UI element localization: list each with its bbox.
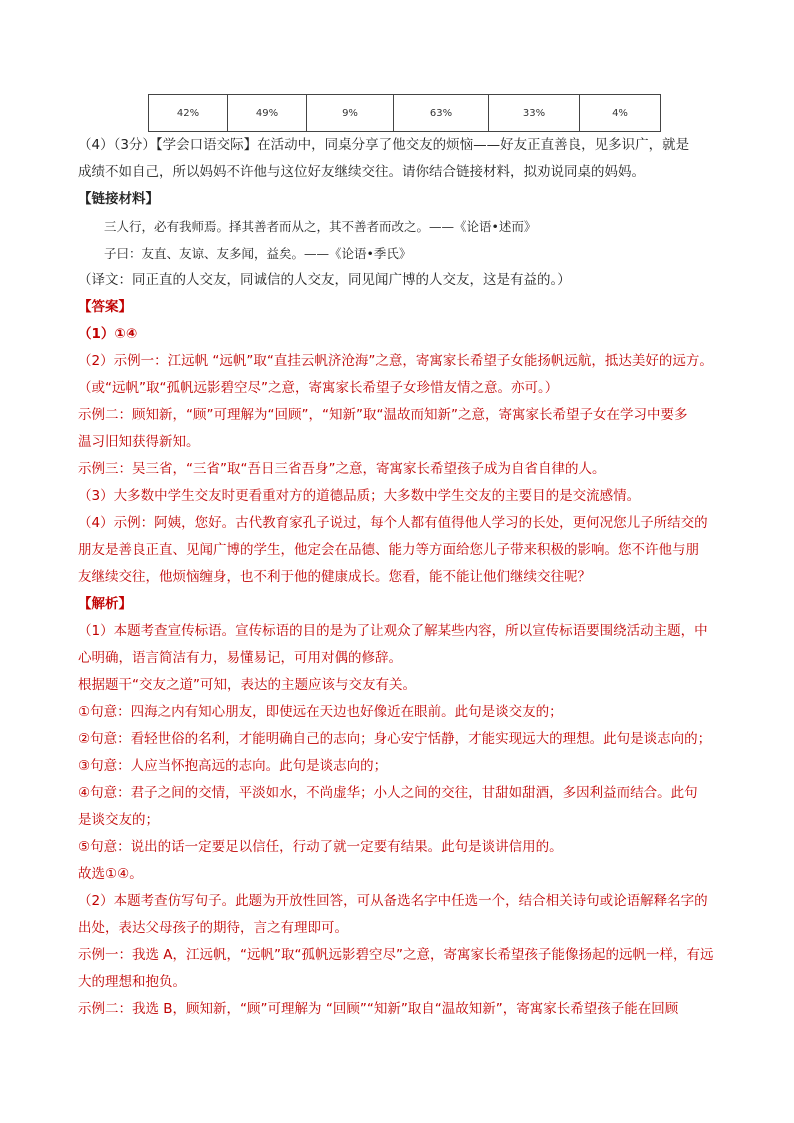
analysis-conclusion: 故选①④。 <box>78 866 143 882</box>
table-cell: 4% <box>580 95 661 132</box>
link-translation: （译文：同正直的人交友，同诚信的人交友，同见闻广博的人交友，这是有益的。） <box>78 272 571 288</box>
link-material-heading: 【链接材料】 <box>78 191 159 207</box>
statistics-table <box>148 94 661 132</box>
analysis-p1-line3: 根据题干“交友之道”可知，表达的主题应该与交友有关。 <box>78 677 416 693</box>
analysis-sentence-3: ③句意：人应当怀抱高远的志向。此句是谈志向的； <box>78 758 388 774</box>
analysis-sentence-5: ⑤句意：说出的话一定要足以信任，行动了就一定要有结果。此句是谈讲信用的。 <box>78 839 563 855</box>
answer-2-line4: 温习旧知获得新知。 <box>78 434 200 450</box>
question4-line1: （4）（3分）【学会口语交际】在活动中，同桌分享了他交友的烦恼——好友正直善良，见多识广，就是 <box>78 137 690 153</box>
answer-4-line1: （4）示例：阿姨，您好。古代教育家孔子说过，每个人都有值得他人学习的长处，更何况您儿子所结交的 <box>78 515 708 531</box>
answer-heading: 【答案】 <box>78 299 132 315</box>
analysis-example1-line1: 示例一：我选 A，江远帆，“远帆”取“孤帆远影碧空尽”之意，寄寓家长希望孩子能像扬起的远帆一样，有远 <box>78 947 714 963</box>
analysis-p1-line1: （1）本题考查宣传标语。宣传标语的目的是为了让观众了解某些内容，所以宣传标语要围绕活动主题，中 <box>78 623 708 639</box>
table-cell: 49% <box>228 95 307 132</box>
analysis-p2-line2: 出处，表达父母孩子的期待，言之有理即可。 <box>78 920 348 936</box>
answer-2-line1: （2）示例一：江远帆 “远帆”取“直挂云帆济沧海”之意，寄寓家长希望子女能扬帆远航，抵达美好的远方。 <box>78 353 713 369</box>
link-quote-1: 三人行，必有我师焉。择其善者而从之，其不善者而改之。——《论语•述而》 <box>104 219 537 234</box>
document-page <box>78 94 728 1023</box>
answer-4-line3: 友继续交往，他烦恼缠身，也不利于他的健康成长。您看，能不能让他们继续交往呢？ <box>78 569 591 585</box>
analysis-sentence-4-line2: 是谈交友的； <box>78 812 159 828</box>
answer-2-line3: 示例二：顾知新，“顾”可理解为“回顾”，“知新”取“温故而知新”之意，寄寓家长希望子女在学习中要多 <box>78 407 688 423</box>
link-quote-2: 子曰：友直、友谅、友多闻，益矣。——《论语•季氏》 <box>104 246 412 261</box>
table-row <box>149 95 661 132</box>
analysis-example2-line1: 示例二：我选 B，顾知新，“顾”可理解为 “回顾”“知新”取自“温故知新”，寄寓家长希望孩子能在回顾 <box>78 1001 679 1017</box>
answer-1: （1）①④ <box>78 326 138 342</box>
analysis-sentence-4-line1: ④句意：君子之间的交情，平淡如水，不尚虚华；小人之间的交往，甘甜如甜酒，多因利益而结合。此句 <box>78 785 698 801</box>
table-cell: 63% <box>394 95 489 132</box>
answer-4-line2: 朋友是善良正直、见闻广博的学生，他定会在品德、能力等方面给您儿子带来积极的影响。您不许他与朋 <box>78 542 699 558</box>
table-cell: 42% <box>149 95 228 132</box>
table-cell: 33% <box>489 95 580 132</box>
question4-line2: 成绩不如自己，所以妈妈不许他与这位好友继续交往。请你结合链接材料，拟劝说同桌的妈妈。 <box>78 164 645 180</box>
answer-3: （3）大多数中学生交友时更看重对方的道德品质；大多数中学生交友的主要目的是交流感情。 <box>78 488 641 504</box>
analysis-heading: 【解析】 <box>78 596 132 612</box>
answer-2-line5: 示例三：吴三省，“三省”取“吾日三省吾身”之意，寄寓家长希望孩子成为自省自律的人。 <box>78 461 606 477</box>
analysis-sentence-1: ①句意：四海之内有知心朋友，即使远在天边也好像近在眼前。此句是谈交友的； <box>78 704 563 720</box>
answer-2-line2: （或“远帆”取“孤帆远影碧空尽”之意，寄寓家长希望子女珍惜友情之意。亦可。） <box>78 380 559 396</box>
analysis-sentence-2: ②句意：看轻世俗的名利，才能明确自己的志向；身心安宁恬静，才能实现远大的理想。此句是谈志向的； <box>78 731 712 747</box>
analysis-example1-line2: 大的理想和抱负。 <box>78 974 186 990</box>
table-cell: 9% <box>307 95 394 132</box>
analysis-p2-line1: （2）本题考查仿写句子。此题为开放性回答，可从备选名字中任选一个，结合相关诗句或论语解释名字的 <box>78 893 708 909</box>
analysis-p1-line2: 心明确，语言简洁有力，易懂易记，可用对偶的修辞。 <box>78 650 402 666</box>
